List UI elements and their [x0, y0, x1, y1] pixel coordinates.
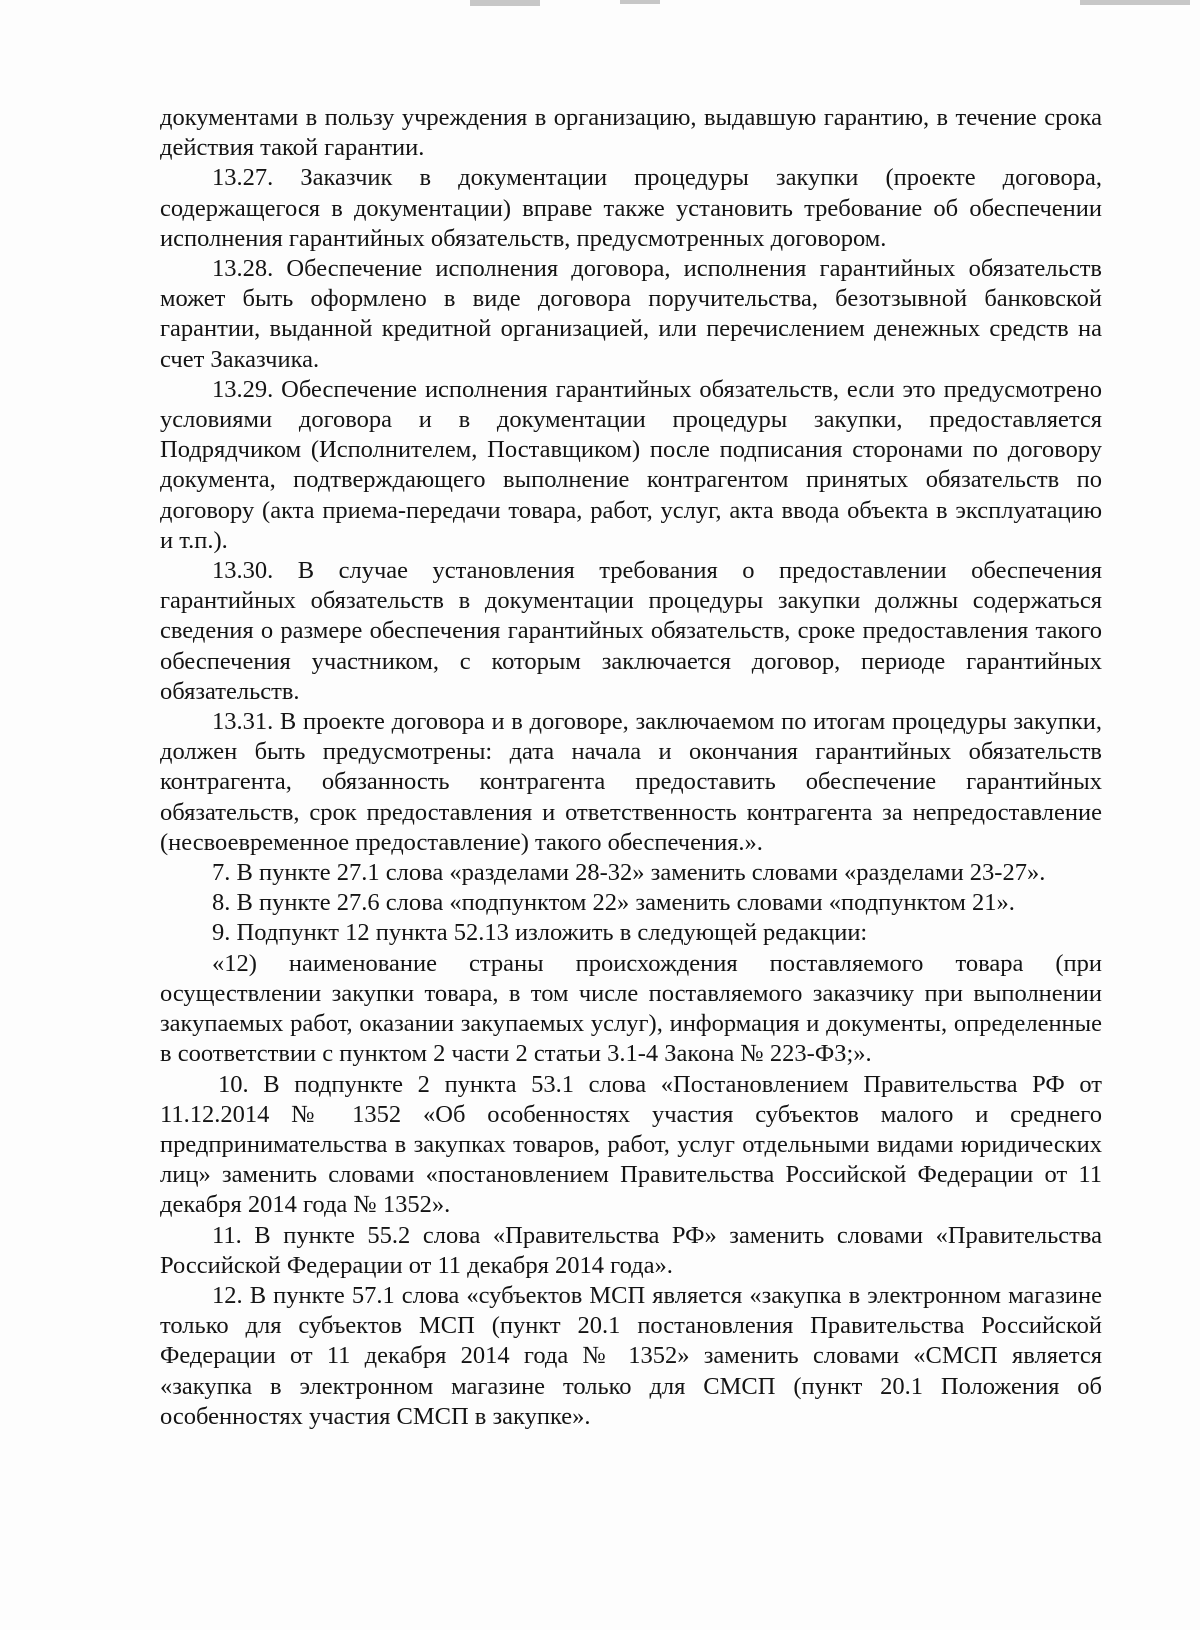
- scan-artifact: [470, 0, 540, 6]
- paragraph-item-12: 12. В пункте 57.1 слова «субъектов МСП является «закупка в электронном магазине только для субъектов МСП (пункт 20.1 постановления Правительства Российской Федерации от 11 декабря 2014 года № 1352» заменить словами «СМСП является «закупка в электронном магазине только для СМСП (пункт 20.1 Положения об особенностях участия СМСП в закупке».: [160, 1281, 1102, 1430]
- paragraph-13-30: 13.30. В случае установления требования о предоставлении обеспечения гарантийных обязательств в документации процедуры закупки должны содержаться сведения о размере обеспечения гарантийных обязательств, сроке предоставления такого обеспечения участником, с которым заключается договор, периоде гарантийных обязательств.: [160, 557, 1102, 705]
- scan-artifact: [620, 0, 660, 4]
- paragraph-13-31: 13.31. В проекте договора и в договоре, заключаемом по итогам процедуры закупки, должен быть предусмотрены: дата начала и окончания гарантийных обязательств контрагента, обязанность контрагента предоставить обеспечение гарантийных обязательств, срок предоставления и ответственность контрагента за непредоставление (несвоевременное предоставление) такого обеспечения.».: [160, 708, 1102, 856]
- paragraph-item-9-quote: «12) наименование страны происхождения поставляемого товара (при осуществлении закупки товара, в том числе поставляемого заказчику при выполнении закупаемых работ, оказании закупаемых услуг), информация и документы, определенные в соответствии с пунктом 2 части 2 статьи 3.1-4 Закона № 223-ФЗ;».: [160, 949, 1102, 1068]
- paragraph-item-10: 10. В подпункте 2 пункта 53.1 слова «Постановлением Правительства РФ от 11.12.2014 № 1352 «Об особенностях участия субъектов малого и среднего предпринимательства в закупках товаров, работ, услуг отдельными видами юридических лиц» заменить словами «постановлением Правительства Российской Федерации от 11 декабря 2014 года № 1352».: [160, 1070, 1102, 1219]
- paragraph-13-29: 13.29. Обеспечение исполнения гарантийных обязательств, если это предусмотрено условиями договора и в документации процедуры закупки, предоставляется Подрядчиком (Исполнителем, Поставщиком) после подписания сторонами по договору документа, подтверждающего выполнение контрагентом принятых обязательств по договору (акта приема-передачи товара, работ, услуг, акта ввода объекта в эксплуатацию и т.п.).: [160, 375, 1102, 554]
- paragraph-13-27: 13.27. Заказчик в документации процедуры закупки (проекте договора, содержащегося в документации) вправе также установить требование об обеспечении исполнения гарантийных обязательств, предусмотренных договором.: [160, 164, 1102, 252]
- document-body: [160, 103, 1102, 1432]
- paragraph-item-9: 9. Подпункт 12 пункта 52.13 изложить в следующей редакции:: [212, 919, 868, 947]
- paragraph-continuation: документами в пользу учреждения в организацию, выдавшую гарантию, в течение срока действия такой гарантии.: [160, 104, 1102, 162]
- paragraph-item-8: 8. В пункте 27.6 слова «подпунктом 22» заменить словами «подпунктом 21».: [212, 889, 1015, 917]
- scan-artifact: [1080, 0, 1190, 5]
- paragraph-item-11: 11. В пункте 55.2 слова «Правительства РФ» заменить словами «Правительства Российской Федерации от 11 декабря 2014 года».: [160, 1221, 1102, 1279]
- paragraph-13-28: 13.28. Обеспечение исполнения договора, исполнения гарантийных обязательств может быть оформлено в виде договора поручительства, безотзывной банковской гарантии, выданной кредитной организацией, или перечислением денежных средств на счет Заказчика.: [160, 255, 1102, 373]
- paragraph-item-7: 7. В пункте 27.1 слова «разделами 28-32» заменить словами «разделами 23-27».: [212, 859, 1046, 887]
